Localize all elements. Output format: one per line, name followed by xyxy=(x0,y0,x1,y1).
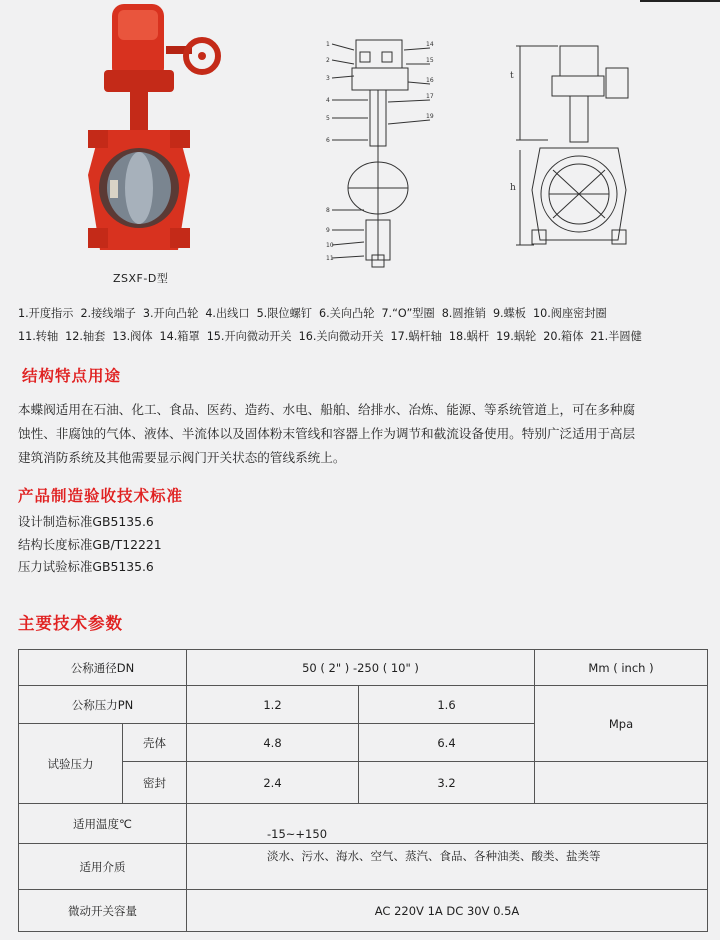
part-item: 3.开向凸轮 xyxy=(142,307,199,320)
test-pressure-label: 试验压力 xyxy=(19,724,123,804)
svg-text:8: 8 xyxy=(326,207,330,214)
temperature-value: -15~+150 xyxy=(187,804,708,844)
empty-cell xyxy=(535,762,708,804)
description-line: 本蝶阀适用在石油、化工、食品、医药、造药、水电、船舶、给排水、冶炼、能源、等系统管道上，可在多种腐 xyxy=(18,402,636,417)
part-item: 6.关向凸轮 xyxy=(319,307,375,320)
dn-unit: Mm ( inch ) xyxy=(535,650,708,686)
table-row xyxy=(19,762,708,804)
media-label: 适用介质 xyxy=(19,844,187,890)
media-value: 淡水、污水、海水、空气、蒸汽、食品、各种油类、酸类、盐类等 xyxy=(187,844,708,890)
svg-text:3: 3 xyxy=(326,75,330,82)
part-item: 10.阀座密封圈 xyxy=(533,307,607,320)
part-item: 2.接线端子 xyxy=(80,307,136,320)
shell-value-b: 6.4 xyxy=(359,724,535,762)
pn-value-a: 1.2 xyxy=(187,686,359,724)
part-item: 20.箱体 xyxy=(543,330,584,343)
description-line: 建筑消防系统及其他需要显示阀门开关状态的管线系统上。 xyxy=(18,450,346,465)
parts-row-1 xyxy=(18,302,718,325)
part-item: 11.转轴 xyxy=(18,330,59,343)
table-row xyxy=(19,890,708,932)
svg-text:17: 17 xyxy=(426,93,434,100)
table-row xyxy=(19,686,708,724)
pn-value-b: 1.6 xyxy=(359,686,535,724)
standards-heading: 产品制造验收技术标准 xyxy=(18,487,184,505)
dn-value: 50 ( 2" ) -250 ( 10" ) xyxy=(187,650,535,686)
shell-label: 壳体 xyxy=(123,724,187,762)
part-item: 13.阀体 xyxy=(112,330,153,343)
params-heading: 主要技术参数 xyxy=(18,614,123,633)
top-rule xyxy=(640,0,720,2)
svg-text:2: 2 xyxy=(326,57,330,64)
part-item: 8.圆推销 xyxy=(441,307,486,320)
table-row xyxy=(19,844,708,890)
description-paragraph xyxy=(18,398,708,470)
spec-table xyxy=(18,649,708,932)
part-item: 18.蜗杆 xyxy=(448,330,490,343)
svg-text:5: 5 xyxy=(326,115,330,122)
standard-pressure-test: 压力试验标准GB5135.6 xyxy=(18,559,154,574)
sectional-drawing xyxy=(326,30,436,270)
part-item: 14.箱罩 xyxy=(159,330,200,343)
dn-label: 公称通径DN xyxy=(19,650,187,686)
seal-value-b: 3.2 xyxy=(359,762,535,804)
svg-text:9: 9 xyxy=(326,227,330,234)
part-item: 21.半圆健 xyxy=(590,330,642,343)
seal-label: 密封 xyxy=(123,762,187,804)
valve-photo xyxy=(70,0,230,262)
part-item: 16.关向微动开关 xyxy=(298,330,384,343)
standard-design: 设计制造标准GB5135.6 xyxy=(18,514,154,529)
shell-value-a: 4.8 xyxy=(187,724,359,762)
svg-text:10: 10 xyxy=(326,242,334,249)
svg-text:16: 16 xyxy=(426,77,434,84)
svg-text:1: 1 xyxy=(326,41,330,48)
part-item: 4.出线口 xyxy=(205,307,250,320)
part-item: 19.蜗轮 xyxy=(496,330,537,343)
svg-text:14: 14 xyxy=(426,41,434,48)
part-item: 9.蝶板 xyxy=(492,307,526,320)
standard-length: 结构长度标准GB/T12221 xyxy=(18,537,162,552)
switch-capacity-value: AC 220V 1A DC 30V 0.5A xyxy=(187,890,708,932)
table-row xyxy=(19,650,708,686)
svg-text:19: 19 xyxy=(426,113,434,120)
table-row xyxy=(19,804,708,844)
structure-heading: 结构特点用途 xyxy=(22,367,122,385)
h-dimension-label: h xyxy=(510,183,516,193)
product-model-caption: ZSXF-D型 xyxy=(113,272,169,285)
svg-text:4: 4 xyxy=(326,97,330,104)
parts-row-2 xyxy=(18,325,718,348)
svg-text:15: 15 xyxy=(426,57,434,64)
dimension-drawing xyxy=(508,40,643,272)
seal-value-a: 2.4 xyxy=(187,762,359,804)
part-item: 17.蜗杆轴 xyxy=(390,330,442,343)
part-item: 7.“O”型圈 xyxy=(381,307,435,320)
description-line: 蚀性、非腐蚀的气体、液体、半流体以及固体粉末管线和容器上作为调节和截流设备使用。特别广泛适用于高层 xyxy=(18,426,636,441)
temperature-label: 适用温度℃ xyxy=(19,804,187,844)
svg-text:11: 11 xyxy=(326,255,334,262)
t-dimension-label: t xyxy=(510,71,514,81)
part-item: 15.开向微动开关 xyxy=(206,330,292,343)
svg-text:6: 6 xyxy=(326,137,330,144)
part-item: 12.轴套 xyxy=(65,330,106,343)
part-item: 5.限位螺钉 xyxy=(256,307,312,320)
switch-capacity-label: 微动开关容量 xyxy=(19,890,187,932)
part-item: 1.开度指示 xyxy=(18,307,74,320)
pn-label: 公称压力PN xyxy=(19,686,187,724)
parts-list xyxy=(18,302,718,348)
pressure-unit: Mpa xyxy=(535,686,708,762)
